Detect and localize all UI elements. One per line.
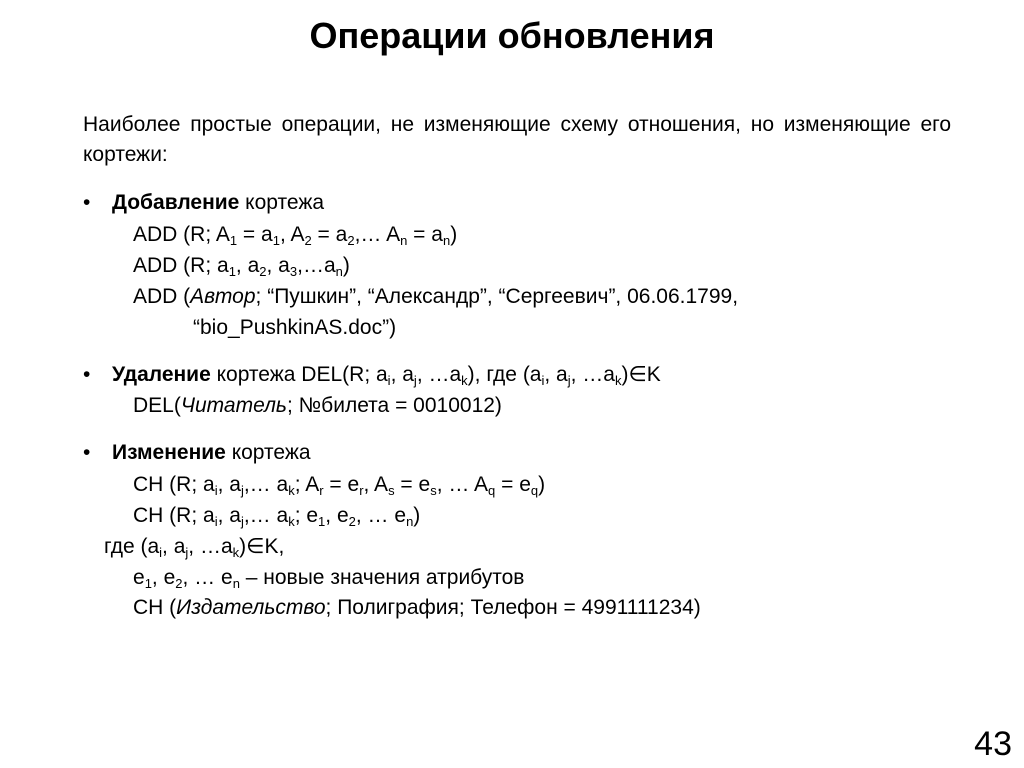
chg-heading <box>112 438 311 468</box>
bullet-add: • <box>83 191 91 214</box>
chg-line-1: CH (R; $a_i$, $a_j,\dots$ $a_k$; $A_r = e_r$, $A_s = e_s$, … $A_q = e_q$) <box>133 473 546 498</box>
slide-title: Операции обновления <box>309 15 715 56</box>
bullet-del: • <box>83 363 91 386</box>
bullet-chg: • <box>83 441 91 464</box>
chg-heading-rest: кортежа <box>225 441 311 464</box>
del-label: Удаление <box>112 363 211 386</box>
add-line-2: ADD (R; $a_1$, $a_2$, $a_3,\dots a_n$) <box>133 254 350 279</box>
intro-paragraph: Наиболее простые операции, не изменяющие схему отношения, но изменяющие его кортежи: <box>83 113 951 166</box>
add-heading-rest: кортежа <box>239 191 325 214</box>
add-line-4: “bio_PushkinAS.doc”) <box>193 316 397 339</box>
add-line-3: ADD (Автор; “Пушкин”, “Александр”, “Сергеевич”, 06.06.1799, <box>133 285 739 308</box>
del-line-2: DEL(Читатель; №билета = 0010012) <box>133 394 502 417</box>
chg-line-3: где ($a_i$, $a_j$, $\dots a_k)\in K$, <box>104 535 285 560</box>
add-line-1: ADD (R; $A_1 = a_1$, $A_2$ = $a_2,\dots$ $A_n = a_n$) <box>133 223 458 248</box>
chg-line-5: CH (Издательство; Полиграфия; Телефон = 4991111234) <box>133 596 701 619</box>
page-number: 43 <box>974 725 1012 763</box>
chg-line-4: $e_1$, $e_2$, … $e_n$ – новые значения атрибутов <box>133 566 525 591</box>
add-label: Добавление <box>112 191 240 214</box>
chg-line-2: CH (R; $a_i$, $a_j,\dots$ $a_k$; $e_1$, $e_2$, … $e_n$) <box>133 504 421 529</box>
del-line-1: Удаление кортежа DEL(R; $a_i$, $a_j$, $\dots a_k$), где ($a_i$, $a_j$, $\dots a_k)\in K$ <box>112 363 661 388</box>
add-heading <box>112 188 324 218</box>
chg-label: Изменение <box>112 441 226 464</box>
